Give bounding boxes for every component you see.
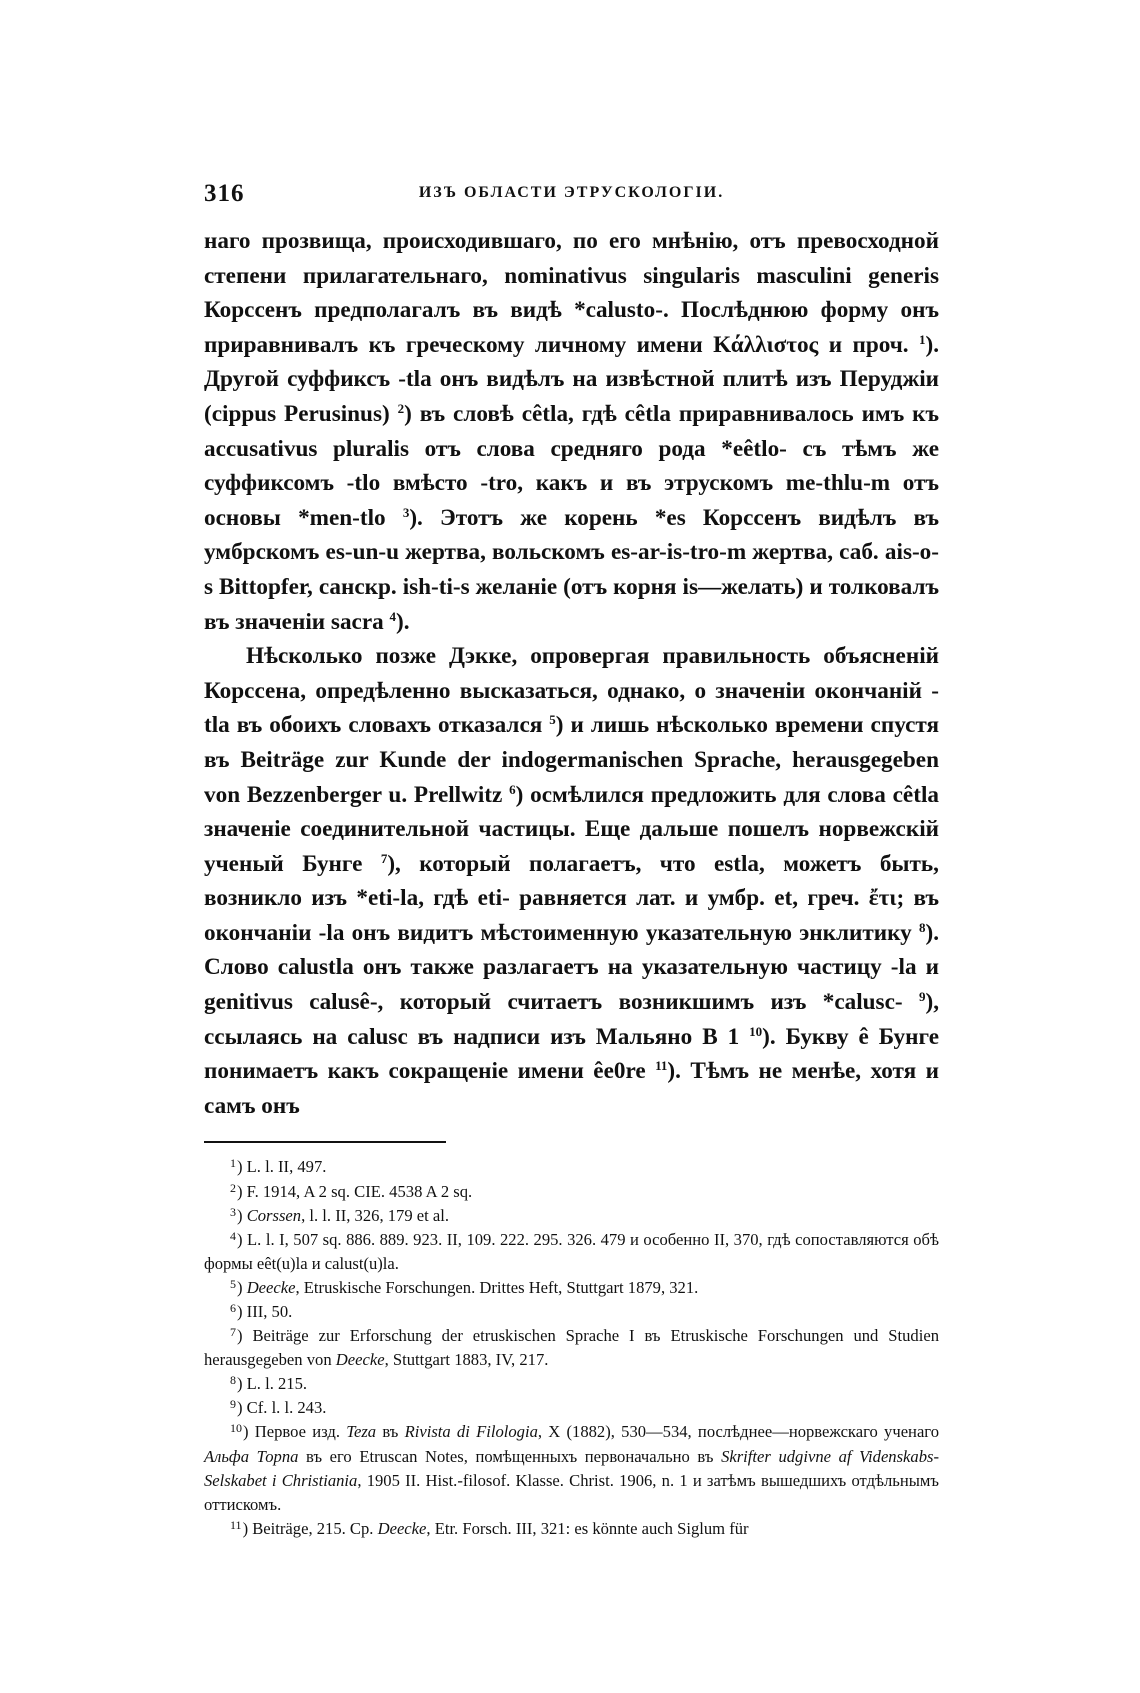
text-run: ). Этотъ же корень *es Корссенъ видѣлъ въ умбрскомъ es-un-u жертва, вольскомъ es-ar-is-tro-m жертва, саб. ais-o-s Bittopfer, санскр. ish-ti-s желаніе (отъ корня is—желать) и толковалъ въ значеніи sacra [204, 504, 939, 635]
footnote-1 [204, 1155, 939, 1179]
footnote-mark: 9 [230, 1397, 236, 1412]
footnote-2 [204, 1180, 939, 1204]
footnote-text: , Stuttgart 1883, IV, 217. [384, 1350, 549, 1370]
footnote-text: , Etruskische Forschungen. Drittes Heft, Stuttgart 1879, 321. [295, 1277, 699, 1297]
footnote-author: Deecke [377, 1518, 427, 1538]
footnote-ref-8[interactable]: 8 [918, 919, 926, 935]
text-run: ). Слово calustla онъ также разлагаетъ на указательную частицу -la и genitivus calusê-, который считаетъ возникшимъ изъ *calusc- [204, 919, 939, 1016]
footnote-ref-9[interactable]: 9 [918, 989, 926, 1005]
footnote-author: Teza [346, 1422, 377, 1442]
footnote-text: ) L. l. II, 497. [237, 1157, 327, 1177]
text-run: ). Букву ê Бунге понимаетъ какъ сокращеніе имени êe0re [204, 1023, 939, 1085]
footnote-4 [204, 1228, 939, 1276]
footnote-ref-5[interactable]: 5 [549, 712, 556, 728]
footnote-mark: 7 [230, 1325, 236, 1340]
footnote-text: ) Beiträge zur Erforschung der etruskischen Sprache I въ Etruskische Forschungen und Studien herausgegeben von [204, 1326, 939, 1370]
text-run: ) осмѣлился предложить для слова cêtla значеніе соединительной частицы. Еще дальше пошелъ норвежскій ученый Бунге [204, 781, 939, 877]
footnote-text: , X (1882), 530—534, послѣднее—норвежскаго ученаго [537, 1422, 939, 1442]
footnote-mark: 4 [230, 1228, 236, 1243]
page-number: 316 [204, 180, 245, 207]
footnote-text: ) III, 50. [237, 1302, 293, 1321]
footnote-7 [204, 1324, 939, 1372]
page [204, 180, 939, 1541]
paragraph-2 [204, 639, 939, 1123]
page-header [204, 180, 939, 224]
footnote-mark: 3 [230, 1204, 236, 1219]
footnote-ref-10[interactable]: 10 [749, 1023, 763, 1039]
footnote-ref-3[interactable]: 3 [402, 504, 410, 520]
footnote-mark: 11 [230, 1517, 242, 1532]
footnote-text: ) [237, 1205, 247, 1225]
footnote-ref-7[interactable]: 7 [380, 850, 388, 866]
text-run: ) и лишь нѣсколько времени спустя въ Beiträge zur Kunde der indogermanischen Sprache, herausgegeben von Bezzenberger u. Prellwitz [204, 712, 939, 808]
footnote-divider [204, 1141, 446, 1143]
footnote-text: ) Cf. l. l. 243. [237, 1398, 327, 1418]
footnote-author: Deecke [335, 1350, 385, 1370]
text-run: наго прозвища, происходившаго, по его мнѣнію, отъ превосходной степени прилагательнаго, nominativus singularis masculini generis Корсcенъ предполагалъ въ видѣ *calusto-. Послѣднюю форму онъ приравнивалъ къ греческому личному имени Κάλλιστος и проч. [204, 228, 939, 358]
text-run: ) въ словѣ cêtla, гдѣ cêtla приравнивалось имъ къ accusativus pluralis отъ слова средняго рода *eêtlo- съ тѣмъ же суффиксомъ -tlo вмѣсто -tro, какъ и въ этрускомъ me-thlu-m отъ основы *men-tlo [204, 400, 940, 531]
footnote-text: , l. l. II, 326, 179 et al. [301, 1205, 450, 1225]
footnote-text: ) F. 1914, A 2 sq. CIE. 4538 A 2 sq. [237, 1181, 473, 1201]
footnote-8 [204, 1372, 939, 1396]
footnote-mark: 8 [230, 1373, 236, 1388]
footnote-11 [204, 1517, 939, 1541]
footnote-6 [204, 1300, 939, 1324]
footnote-journal: Skrifter udgivne af Videnskabs-Selskabet i Christiania [204, 1446, 939, 1490]
paragraph-1 [204, 224, 939, 639]
text-run: Нѣсколько позже Дэкке, опровергая правильность объясненій Корссена, опредѣленно высказаться, однако, о значеніи окончаній -tla въ обоихъ словахъ отказался [204, 643, 939, 739]
footnote-text: ) L. l. 215. [237, 1374, 308, 1394]
text-run: ), ссылаясь на calusc въ надписи изъ Мальяно B 1 [204, 989, 939, 1050]
footnote-mark: 1 [230, 1156, 236, 1171]
footnote-author: Альфа Торпа [204, 1446, 299, 1466]
body-text [204, 224, 939, 1123]
footnote-ref-2[interactable]: 2 [397, 400, 405, 416]
footnote-mark: 10 [230, 1421, 242, 1436]
footnote-9 [204, 1396, 939, 1420]
footnote-text: ) [237, 1277, 247, 1297]
text-run: ), который полагаетъ, что estla, можетъ быть, возникло изъ *eti-la, гдѣ eti- равняется лат. и умбр. et, греч. ἔτι; въ окончаніи -la онъ видитъ мѣстоименную указательную энклитику [204, 850, 939, 946]
footnote-ref-4[interactable]: 4 [389, 608, 397, 624]
text-run: ). Другой суффиксъ -tla онъ видѣлъ на извѣстной плитѣ изъ Перуджіи (cippus Perusinus) [204, 331, 939, 427]
footnotes [204, 1155, 939, 1541]
footnote-text: , 1905 II. Hist.-filosof. Klasse. Christ. 1906, n. 1 и затѣмъ вышедшихъ отдѣльнымъ оттискомъ. [204, 1470, 939, 1514]
footnote-text: ) Beiträge, 215. Ср. [242, 1518, 378, 1538]
footnote-ref-6[interactable]: 6 [509, 781, 516, 797]
footnote-text: ) Первое изд. [243, 1422, 347, 1442]
footnote-author: Corssen [246, 1205, 302, 1225]
footnote-text: , Etr. Forsch. III, 321: es könnte auch Siglum für [426, 1518, 749, 1538]
footnote-ref-1[interactable]: 1 [918, 331, 926, 347]
footnote-mark: 6 [230, 1301, 236, 1315]
footnote-text: въ его Etruscan Notes, помѣщенныхъ первоначально въ [298, 1446, 722, 1466]
running-title: ИЗЪ ОБЛАСТИ ЭТРУСКОЛОГІИ. [418, 184, 725, 201]
text-run: ). [396, 608, 410, 635]
footnote-mark: 2 [230, 1180, 236, 1195]
footnote-10 [204, 1420, 939, 1516]
footnote-text: ) L. l. I, 507 sq. 886. 889. 923. II, 109. 222. 295. 326. 479 и особенно II, 370, гдѣ сопоставляются обѣ формы eêt(u)la и calust(u)la. [204, 1229, 939, 1273]
footnote-5 [204, 1276, 939, 1300]
footnote-ref-11[interactable]: 11 [655, 1058, 668, 1074]
footnote-mark: 5 [230, 1276, 236, 1291]
footnote-3 [204, 1204, 939, 1228]
text-run: ). Тѣмъ не менѣе, хотя и самъ онъ [204, 1058, 939, 1119]
footnote-text: въ [376, 1422, 405, 1442]
footnote-author: Deecke [246, 1277, 296, 1297]
footnote-journal: Rivista di Filologia [404, 1422, 538, 1442]
